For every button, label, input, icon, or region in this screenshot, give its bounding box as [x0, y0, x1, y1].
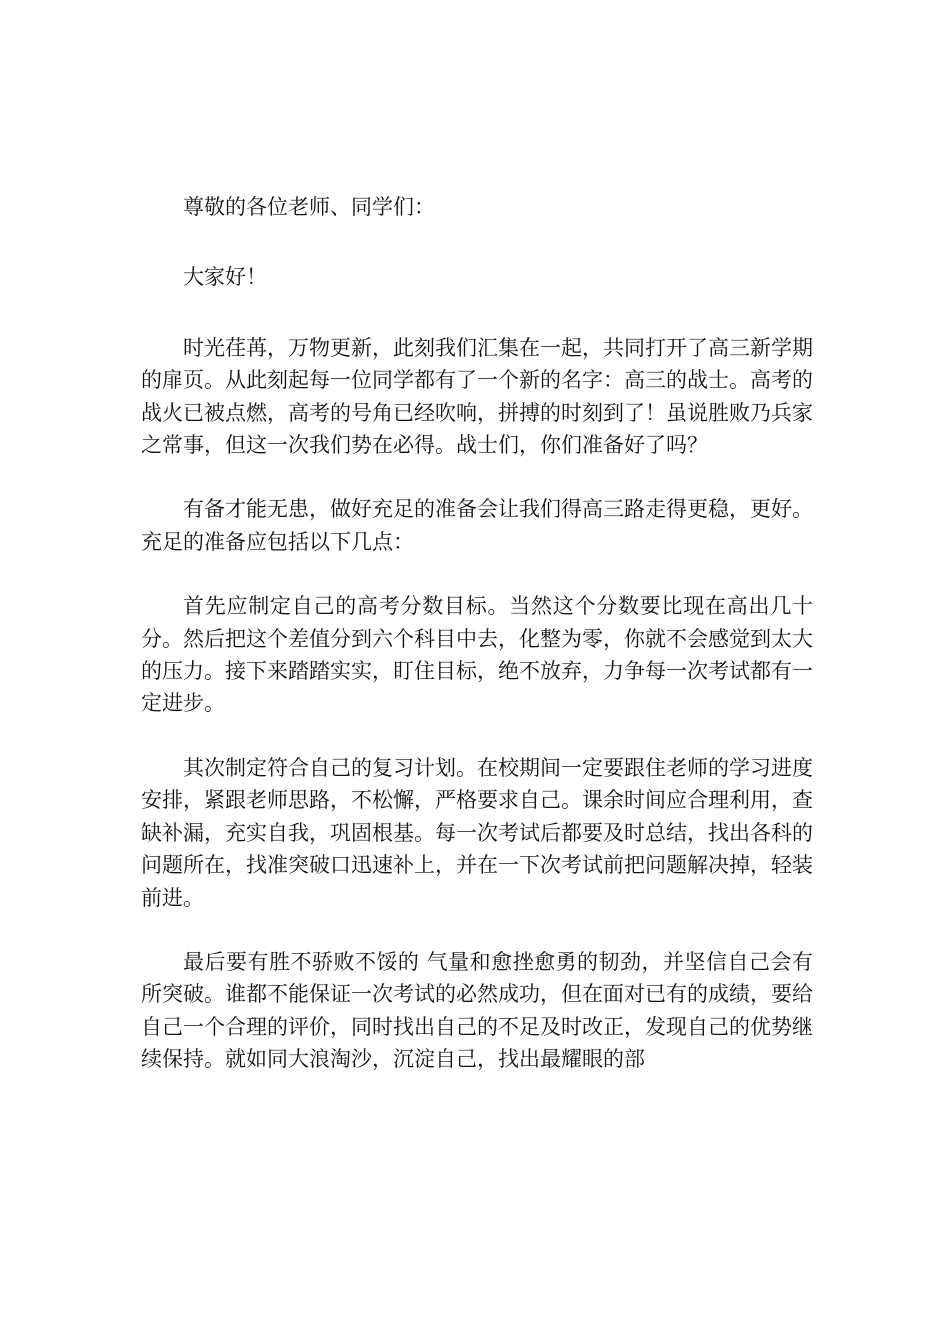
paragraph-third-point: 最后要有胜不骄败不馁的 气量和愈挫愈勇的韧劲，并坚信自己会有所突破。谁都不能保证一次考试的必然成功，但在面对已有的成绩，要给自己一个合理的评价，同时找出自己的不足及时改正，发现自己的优势继续保持。就如同大浪淘沙，沉淀自己，找出最耀眼的部 — [141, 949, 813, 1072]
paragraph-first-point: 首先应制定自己的高考分数目标。当然这个分数要比现在高出几十分。然后把这个差值分到六个科目中去，化整为零，你就不会感觉到太大的压力。接下来踏踏实实，盯住目标，绝不放弃，力争每一次考试都有一定进步。 — [141, 594, 813, 716]
greeting-line: 大家好！ — [183, 265, 267, 290]
speech-body — [141, 191, 813, 1108]
paragraph-second-point: 其次制定符合自己的复习计划。在校期间一定要跟住老师的学习进度安排，紧跟老师思路，不松懈，严格要求自己。课余时间应合理利用，查缺补漏，充实自我，巩固根基。每一次考试后都要及时总结，找出各科的问题所在，找准突破口迅速补上，并在一下次考试前把问题解决掉，轻装前进。 — [141, 755, 813, 910]
paragraph-intro: 时光荏苒，万物更新，此刻我们汇集在一起，共同打开了高三新学期的扉页。从此刻起每一位同学都有了一个新的名字：高三的战士。高考的战火已被点燃，高考的号角已经吹响，拼搏的时刻到了！虽说胜败乃兵家之常事，但这一次我们势在必得。战士们，你们准备好了吗？ — [141, 335, 813, 458]
paragraph-preparation: 有备才能无患，做好充足的准备会让我们得高三路走得更稳，更好。充足的准备应包括以下几点： — [141, 497, 813, 554]
salutation: 尊敬的各位老师、同学们： — [183, 195, 435, 219]
